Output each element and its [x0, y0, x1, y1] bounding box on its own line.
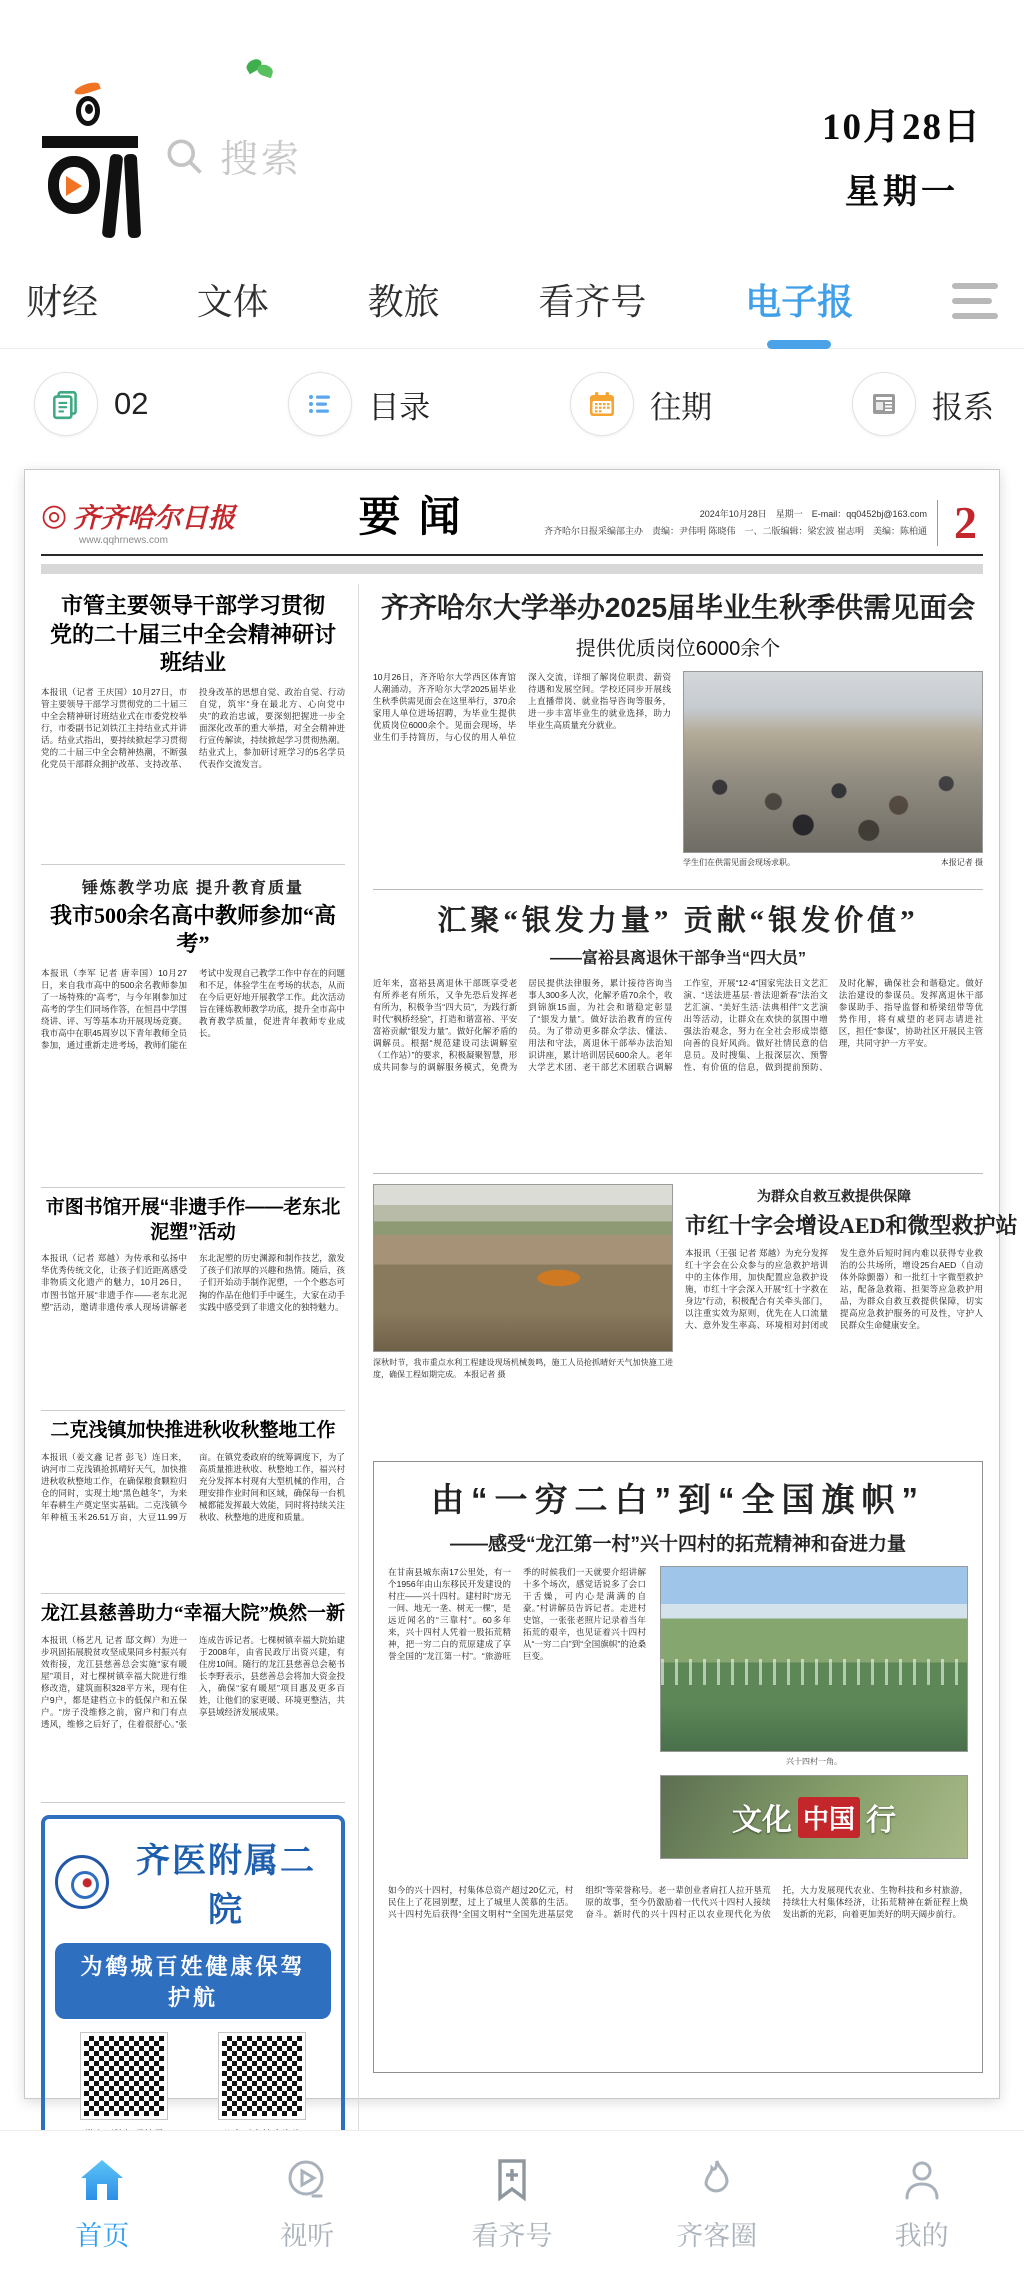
article-kicker: 为群众自救互救提供保障: [757, 1188, 911, 1204]
bookmark-plus-icon: [488, 2156, 536, 2204]
menu-icon[interactable]: [952, 279, 998, 319]
article-headline: 市图书馆开展“非遗手作——老东北泥塑”活动: [45, 1196, 341, 1243]
article-headline: 龙江县慈善助力“幸福大院”焕然一新: [41, 1603, 346, 1625]
article-body: 近年来，富裕县离退休干部既享受老有所养老有所乐，又争先恐后发挥老有所为，积极争当“四大员”，为践行新时代“枫桥经验”，打造和谐富裕、平安富裕贡献“银发力量”。做好化解矛盾的调解员。根据“规范建设司法调解室（工作站）”的要求，积极凝聚智慧，形成共同参与的调解服务模式，免费为居民提供法律服务，累计接待咨询当事人300多人次，化解矛盾70余个，收到锦旗15面，为社会和谐稳定彰显了“银发力量”。做好法治教育的宣传员。为了带动更多群众学法、懂法、用法和守法，离退休干部举办法治知识讲座，累计培训居民600余人。老年大学艺术团、老干部艺术团联合调解工作室，开展“12·4”国家宪法日文艺汇演、“送法进基层·普法迎新春”法治文艺汇演、“美好生活·法典相伴”文艺演出等活动，让群众在欢快的氛围中增强法治观念，努力在全社会形成崇德向善的良好风尚。做好社情民意的信息员。及时搜集、上报深层次、预警性、有价值的信息，做到提前预防、及时化解，确保社会和谐稳定。做好法治建设的参谋员。发挥离退休干部参谋助手、指导监督和桥梁纽带等优势作用，将有威望的老同志请进社区，担任“参谋”，协助社区开展民主管理，共同守护一方平安。: [373, 978, 983, 1073]
tabbar-label: 看齐号: [471, 2221, 553, 2251]
article-library-clay[interactable]: [41, 1188, 345, 1411]
flame-icon: [693, 2156, 741, 2204]
tab-caijing[interactable]: 财经: [26, 280, 99, 322]
section-title: 要闻: [358, 495, 479, 541]
village-aerial-photo: [660, 1566, 968, 1752]
tabbar-label: 首页: [75, 2221, 130, 2251]
home-icon: [78, 2156, 126, 2204]
tab-dianzibao[interactable]: 电子报: [745, 274, 853, 325]
section-rule: [373, 889, 983, 890]
article-research-class[interactable]: [41, 584, 345, 865]
tabbar-kanqihao[interactable]: [410, 2131, 615, 2278]
sprout-icon: [246, 56, 276, 82]
past-issues-label: 往期: [650, 389, 713, 425]
section-rule: [373, 1173, 983, 1174]
tabbar-label: 我的: [894, 2221, 949, 2251]
tab-wenti[interactable]: 文体: [196, 280, 269, 322]
hospital-logo-icon: [55, 1855, 109, 1909]
article-aed-stations[interactable]: [685, 1184, 1018, 1447]
article-xingshisi-village[interactable]: [373, 1461, 983, 2073]
past-issues-button[interactable]: [570, 372, 712, 436]
masthead-info-line2: 齐齐哈尔日报采编部主办 责编：尹伟明 陈晓伟 一、二版编辑：梁宏波 崔志明 美编：陈柏通: [543, 526, 927, 536]
article-body: 10月26日，齐齐哈尔大学西区体育馆人潮涌动，齐齐哈尔大学2025届毕业生秋季供需见面会在这里举行，370余家用人单位进场招聘，为毕业生提供优质岗位6000余个。见面会现场，毕业生们手持简历，与心仪的用人单位深入交流，详细了解岗位职责、薪资待遇和发展空间。学校还同步开展线上直播带岗、就业指导咨询等服务，进一步丰富毕业生的就业选择，助力毕业生高质量充分就业。: [373, 672, 671, 743]
article-silver-power[interactable]: [373, 898, 983, 1163]
culture-banner-text-red: 中国: [798, 1797, 860, 1838]
article-headline: 我市500余名高中教师参加“高考”: [49, 902, 336, 957]
article-headline: 市管主要领导干部学习贯彻 党的二十届三中全会精神研讨班结业: [49, 593, 336, 676]
newspaper-logo-icon: ◎: [41, 498, 68, 532]
article-job-fair[interactable]: [373, 586, 983, 879]
play-circle-icon: [283, 2156, 331, 2204]
qr-code-appointment: [81, 2033, 167, 2119]
photo-credit: 本报记者 摄: [940, 858, 983, 867]
article-body: 如今的兴十四村，村集体总资产超过20亿元，村民住上了花园别墅，过上了城里人羡慕的生活。兴十四村先后获得“全国文明村”“全国先进基层党组织”等荣誉称号。老一辈创业者肩扛人拉开垦荒原的故事，至今仍激励着一代代兴十四村人接续奋斗。新时代的兴十四村正以农业现代化为依托，大力发展现代农业、生物科技和乡村旅游，持续壮大村集体经济，让拓荒精神在新征程上焕发出新的光彩，向着更加美好的明天阔步前行。: [388, 1885, 968, 1920]
left-column: [41, 584, 359, 2157]
article-subtitle: ——感受“龙江第一村”兴十四村的拓荒精神和奋进力量: [449, 1534, 906, 1555]
tab-jiaolv[interactable]: 教旅: [367, 280, 440, 322]
article-body: 本报讯（杨艺凡 记者 邸文辉）为进一步巩固拓展脱贫攻坚成果同乡村振兴有效衔接，龙江县慈善总会实施“家有暖屋”项目，对七棵树镇幸福大院进行维修改造，建筑面积328平方米，现有住户9户，都是建档立卡的低保户和五保户。“房子没维修之前，窗户和门有点透风，维修之后好了，住着很舒心。”张连成告诉记者。七棵树镇幸福大院始建于2008年，由省民政厅出资兴建，有住房10间。随行的龙江县慈善总会秘书长李野表示，县慈善总会将加大资金投入，确保“家有暖屋”项目惠及更多百姓，让他们的家更暖、环境更整洁，共享县域经济发展成果。: [41, 1634, 345, 1730]
village-figure: [660, 1566, 968, 1874]
hospital-ad-title: 齐医附属二院: [136, 1841, 316, 1929]
masthead-info-line1: 2024年10月28日 星期一 E-mail：qq0452bj@163.com: [699, 508, 927, 519]
tabbar-label: 视听: [280, 2221, 335, 2251]
pages-icon: [34, 372, 98, 436]
job-fair-photo: [683, 671, 983, 853]
masthead-info: [544, 506, 927, 540]
article-kicker: 锤炼教学功底 提升教育质量: [81, 879, 304, 897]
masthead: [41, 484, 983, 556]
calendar-icon: [570, 372, 634, 436]
photo-credit: 本报记者 摄: [463, 1370, 506, 1379]
article-headline: 市红十字会增设AED和微型救护站: [685, 1213, 1018, 1238]
article-headline: 由“一穷二白”到“全国旗帜”: [431, 1481, 925, 1518]
article-body: 在甘南县城东南17公里处，有一个1956年由山东移民开发建设的村庄——兴十四村。建村时“房无一间、地无一垄、树无一棵”，是远近闻名的“三靠村”。60多年来，兴十四村人凭着一股拓荒精神，把一穷二白的荒原建成了享誉全国的“龙江第一村”。“旅游旺季的时候我们一天就要介绍讲解十多个场次，感觉话说多了会口干舌燥，可内心是满满的自豪。”村讲解员告诉记者。走进村史馆，一张张老照片记录着当年拓荒的艰辛，也见证着兴十四村从“一穷二白”到“全国旗帜”的沧桑巨变。: [388, 1567, 646, 1662]
tabbar-video[interactable]: [205, 2131, 410, 2278]
tabbar-label: 齐客圈: [676, 2221, 758, 2251]
tab-kanqihao[interactable]: 看齐号: [538, 280, 647, 322]
construction-figure: [373, 1184, 673, 1447]
article-headline: 齐齐哈尔大学举办2025届毕业生秋季供需见面会: [380, 592, 976, 623]
newspaper-name: 齐齐哈尔日报: [73, 503, 236, 533]
culture-china-banner: [660, 1775, 968, 1859]
nav-tabs: [0, 250, 1024, 348]
page-number-label: 02: [114, 386, 149, 421]
masthead-band: [41, 564, 983, 574]
page-number: 2: [954, 497, 977, 548]
article-teachers-exam[interactable]: [41, 865, 345, 1188]
article-body: 本报讯（李军 记者 唐幸国）10月27日，来自我市高中的500余名教师参加了一场特殊的“高考”，与今年刚参加过高考的学生们同场作答，在恒昌中学围绕讲、评、写等基本功开展现场竞赛。我市高中在职45周岁以下青年教师全员参加，通过重新走进考场，教师们能在考试中发现自己教学工作中存在的问题和不足，体验学生在考场的状态，从而在今后更好地开展教学工作。此次活动旨在锤炼教师教学功底，提升全市高中教育教学质量，促进青年教师专业成长。: [41, 967, 345, 1051]
epaper-toolbar: [0, 349, 1024, 459]
culture-banner-text: 文化: [731, 1804, 792, 1837]
article-subtitle: 提供优质岗位6000余个: [575, 638, 781, 660]
newspaper-website: www.qqhrnews.com: [79, 535, 168, 546]
qr-code-consult: [219, 2033, 305, 2119]
article-subtitle: ——富裕县离退休干部争当“四大员”: [549, 950, 806, 967]
article-body: 本报讯（记者 王庆国）10月27日，市管主要领导干部学习贯彻党的二十届三中全会精神研讨班结业式在市委党校举行，市委副书记刘铁江主持结业式并讲话。结业式指出，要持续掀起学习贯彻党的二十届三中全会精神热潮，不断强化党员干部群众拥护改革、支持改革、投身改革的思想自觉、政治自觉、行动自觉，筑牢“身在最北方、心向党中央”的政治忠诚，要深刻把握进一步全面深化改革的重大举措，对全会精神进行宣传解读，持续掀起学习贯彻热潮。结业式上，参加研讨班学习的5名学员代表作交流发言。: [41, 686, 345, 770]
hospital-ad-slogan: 为鹤城百姓健康保驾护航: [55, 1943, 331, 2019]
search-input[interactable]: [162, 128, 302, 183]
tabbar-mine[interactable]: [819, 2131, 1024, 2278]
hospital-ad[interactable]: [41, 1815, 345, 2157]
photo-caption: 学生们在供需见面会现场求职。: [683, 858, 795, 867]
construction-photo: [373, 1184, 673, 1352]
page-number-button[interactable]: [34, 372, 148, 436]
article-headline: 二克浅镇加快推进秋收秋整地工作: [50, 1420, 336, 1442]
paper-series-label: 报系: [931, 389, 994, 425]
article-charity-yard[interactable]: [41, 1594, 345, 1803]
contents-label: 目录: [368, 389, 431, 425]
search-placeholder: 搜索: [220, 139, 303, 181]
right-column: [373, 584, 1018, 2157]
list-icon: [288, 372, 352, 436]
app-header: [0, 0, 1024, 250]
kanqi-logo: [40, 70, 144, 238]
article-body: 本报讯（姜文鑫 记者 彭飞）连日来，讷河市二克浅镇抢抓晴好天气，加快推进秋收秋整地工作，在确保粮食颗粒归仓的同时，实现土地“黑色越冬”，为来年春耕生产奠定坚实基础。二克浅镇今年种植玉米26.51万亩，大豆11.99万亩。在镇党委政府的统筹调度下，为了高质量推进秋收、秋整地工作，福兴村充分发挥本村现有大型机械的作用，合理安排作业时间和区域，确保每一台机械都能发挥最大效能，同时将持续关注秋收、秋整地的进度和质量。: [41, 1452, 345, 1523]
search-icon: [162, 134, 206, 178]
date-text: 10月28日: [822, 107, 982, 148]
masthead-divider: [937, 500, 938, 546]
person-icon: [898, 2156, 946, 2204]
culture-banner-text: 行: [866, 1804, 896, 1837]
epaper-page[interactable]: [24, 469, 1018, 2099]
date-display: [822, 96, 982, 213]
photo-caption: 深秋时节，我市重点水利工程建设现场机械轰鸣，施工人员抢抓晴好天气加快施工进度，确保工程如期完成。: [373, 1358, 673, 1379]
article-headline: 汇聚“银发力量” 贡献“银发价值”: [437, 905, 919, 937]
newspaper-icon: [852, 372, 916, 436]
weekday-text: 星期一: [845, 174, 959, 211]
article-body: 本报讯（王强 记者 郑越）为充分发挥红十字会在公众参与的应急救护培训中的主体作用，加快配置应急救护设施，市红十字会深入开展“红十字救在身边”行动，积极配合有关牵头部门，以注重实效为原则，优先在人口流量大、意外发生率高、环境相对封闭或发生意外后短时间内难以获得专业救治的公共场所，增设25台AED（自动体外除颤器）和一批红十字微型救护站，配备急救箱、担架等应急救护用品，为群众自救互救提供保障，切实提高应急救护服务的可及性，守护人民群众生命健康安全。: [685, 1248, 983, 1331]
article-body: 本报讯（记者 郑越）为传承和弘扬中华优秀传统文化，让孩子们近距离感受非物质文化遗产的魅力，10月26日，市图书馆开展“非遗手作——老东北泥塑”活动，邀请非遗传承人现场讲解老东北泥塑的历史渊源和制作技艺，激发了孩子们浓厚的兴趣和热情。随后，孩子们开始动手制作泥塑，一个个憨态可掬的作品在他们手中诞生，大家在动手实践中感受到了非遗文化的独特魅力。: [41, 1253, 345, 1312]
bottom-tabbar: [0, 2130, 1024, 2278]
contents-button[interactable]: [288, 372, 430, 436]
tabbar-home[interactable]: [0, 2131, 205, 2278]
paper-series-button[interactable]: [852, 372, 994, 436]
play-triangle-icon: [66, 176, 82, 196]
article-autumn-harvest[interactable]: [41, 1411, 345, 1594]
job-fair-figure: [683, 671, 983, 879]
tabbar-qikequan[interactable]: [614, 2131, 819, 2278]
photo-caption: 兴十四村一角。: [786, 1757, 842, 1766]
